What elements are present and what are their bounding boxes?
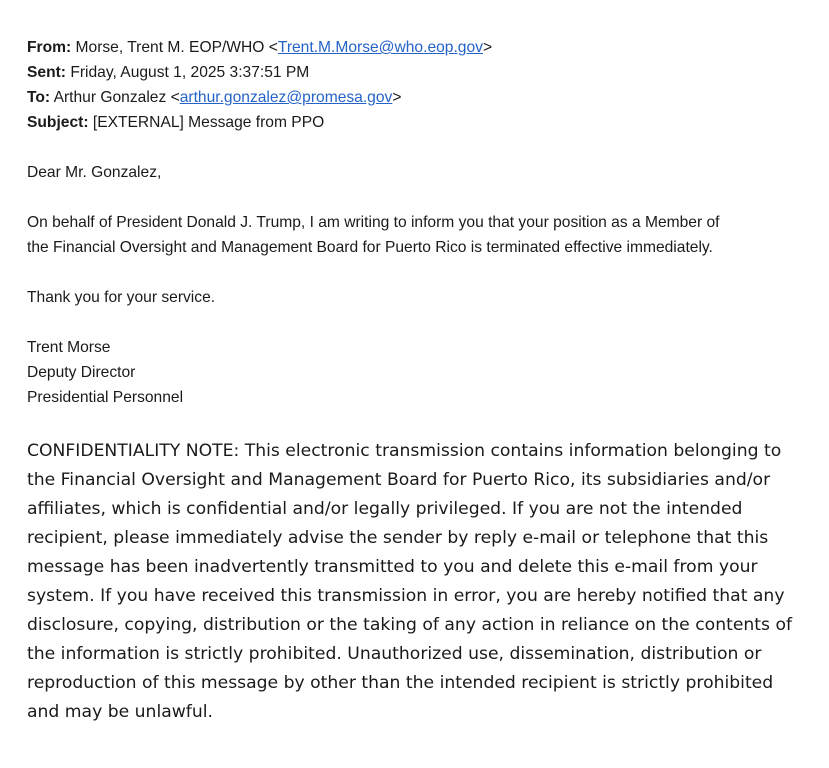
spacer (27, 260, 807, 285)
sent-value: Friday, August 1, 2025 3:37:51 PM (70, 64, 310, 81)
to-email-link[interactable]: arthur.gonzalez@promesa.gov (179, 89, 393, 106)
spacer (27, 185, 807, 210)
thanks-line: Thank you for your service. (27, 289, 216, 306)
from-email-link[interactable]: Trent.M.Morse@who.eop.gov (277, 39, 483, 56)
signature-office: Presidential Personnel (27, 389, 184, 406)
note-line: reproduction of this message by other than the intended recipient is strictly prohibited (27, 673, 774, 693)
sent-label: Sent: (27, 64, 66, 81)
from-label: From: (27, 39, 72, 56)
from-email-open: < (268, 39, 278, 56)
note-line: the information is strictly prohibited. Unauthorized use, dissemination, distribution or (27, 644, 762, 664)
from-name: Morse, Trent M. EOP/WHO (75, 39, 265, 56)
body-paragraph-line-1: On behalf of President Donald J. Trump, I am writing to inform you that your position as a Member of (27, 214, 720, 231)
note-line: the Financial Oversight and Management Board for Puerto Rico, its subsidiaries and/or (27, 470, 771, 490)
confidentiality-note (27, 437, 807, 727)
sent-row (27, 60, 807, 85)
note-line: and may be unlawful. (27, 702, 213, 722)
to-label: To: (27, 89, 51, 106)
note-line: system. If you have received this transmission in error, you are hereby notified that any (27, 586, 785, 606)
signature-block (27, 335, 807, 410)
greeting: Dear Mr. Gonzalez, (27, 164, 162, 181)
from-email-close: > (482, 39, 493, 56)
subject-row (27, 110, 807, 135)
note-line: affiliates, which is confidential and/or legally privileged. If you are not the intended (27, 499, 743, 519)
body-paragraph (27, 210, 807, 260)
to-name: Arthur Gonzalez (53, 89, 167, 106)
note-line: CONFIDENTIALITY NOTE: This electronic transmission contains information belonging to (27, 441, 782, 461)
subject-label: Subject: (27, 114, 89, 131)
from-row (27, 35, 807, 60)
to-email-close: > (392, 89, 402, 106)
note-line: disclosure, copying, distribution or the taking of any action in reliance on the contents of (27, 615, 793, 635)
subject-value: [EXTERNAL] Message from PPO (92, 114, 325, 131)
spacer (27, 135, 807, 160)
note-line: message has been inadvertently transmitted to you and delete this e-mail from your (27, 557, 758, 577)
email-message (27, 35, 807, 410)
note-line: recipient, please immediately advise the sender by reply e-mail or telephone that this (27, 528, 769, 548)
signature-title: Deputy Director (27, 364, 136, 381)
spacer (27, 310, 807, 335)
to-email-open: < (170, 89, 180, 106)
signature-name: Trent Morse (27, 339, 111, 356)
to-row (27, 85, 807, 110)
body-paragraph-line-2: the Financial Oversight and Management Board for Puerto Rico is terminated effective immediately. (27, 239, 713, 256)
